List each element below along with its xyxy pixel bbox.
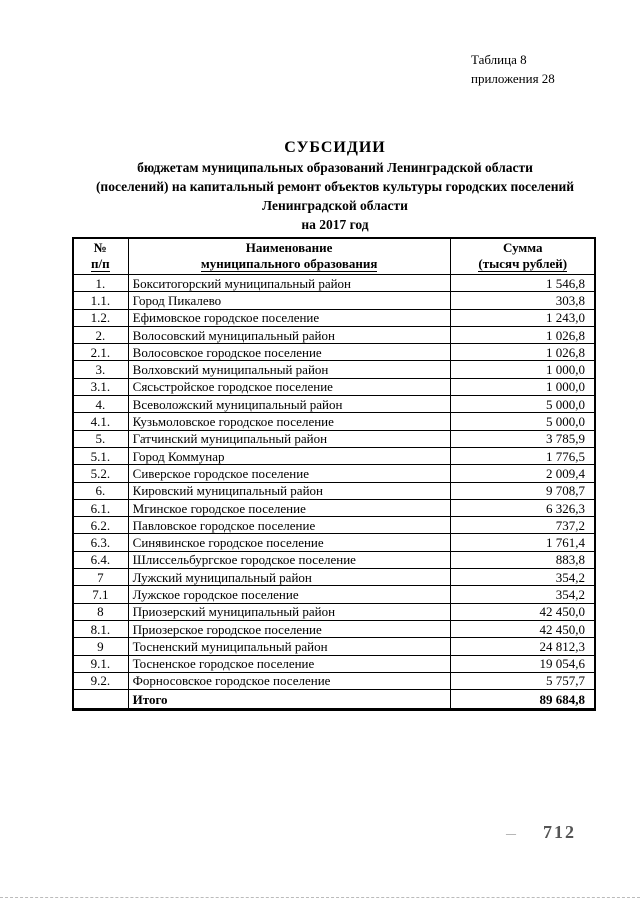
row-sum: 1 026,8 [450,326,595,343]
table-row [73,499,596,516]
row-number: 6. [73,482,129,499]
row-name: Шлиссельбургское городское поселение [128,551,450,568]
row-sum: 737,2 [450,517,595,534]
row-name: Сясьстройское городское поселение [128,378,450,395]
row-name: Бокситогорский муниципальный район [128,275,450,292]
row-name: Тосненский муниципальный район [128,638,450,655]
row-sum: 1 776,5 [450,447,595,464]
row-number: 3.1. [73,378,129,395]
row-number: 5.2. [73,465,129,482]
heading-line-1: бюджетам муниципальных образований Ленинградской области [137,160,533,175]
row-sum: 2 009,4 [450,465,595,482]
row-name: Сиверское городское поселение [128,465,450,482]
table-row [73,309,596,326]
row-sum: 354,2 [450,569,595,586]
total-row [73,690,596,709]
row-sum: 5 757,7 [450,672,595,689]
row-sum: 1 000,0 [450,378,595,395]
row-sum: 354,2 [450,586,595,603]
header-number-line-2: п/п [91,256,110,271]
row-number: 3. [73,361,129,378]
row-sum: 42 450,0 [450,603,595,620]
document-heading [40,138,630,234]
row-name: Волосовский муниципальный район [128,326,450,343]
row-sum: 1 546,8 [450,275,595,292]
header-number [73,238,129,275]
header-sum [450,238,595,275]
table-row [73,361,596,378]
row-sum: 3 785,9 [450,430,595,447]
table-row [73,326,596,343]
table-row [73,447,596,464]
reference-table-number: Таблица 8 [471,52,527,67]
row-number: 2. [73,326,129,343]
header-name-line-1: Наименование [245,240,333,255]
table-row [73,586,596,603]
heading-line-2: (поселений) на капитальный ремонт объектов культуры городских поселений [95,179,575,194]
table-row [73,569,596,586]
row-name: Волосовское городское поселение [128,344,450,361]
row-number: 7 [73,569,129,586]
row-number: 9.1. [73,655,129,672]
row-name: Кузьмоловское городское поселение [128,413,450,430]
row-name: Приозерский муниципальный район [128,603,450,620]
header-sum-line-2: (тысяч рублей) [478,256,568,271]
row-sum: 24 812,3 [450,638,595,655]
header-number-line-1: № [93,240,107,255]
row-name: Форносовское городское поселение [128,672,450,689]
total-number-cell [73,690,129,709]
row-number: 2.1. [73,344,129,361]
row-sum: 1 000,0 [450,361,595,378]
row-name: Всеволожский муниципальный район [128,396,450,413]
row-number: 6.3. [73,534,129,551]
heading-title: СУБСИДИИ [284,139,386,156]
row-number: 4.1. [73,413,129,430]
row-sum: 303,8 [450,292,595,309]
row-number: 1.1. [73,292,129,309]
row-name: Приозерское городское поселение [128,620,450,637]
table-row [73,655,596,672]
footer-rule [0,897,640,898]
row-number: 5.1. [73,447,129,464]
table-row [73,378,596,395]
row-number: 8.1. [73,620,129,637]
row-name: Кировский муниципальный район [128,482,450,499]
row-sum: 883,8 [450,551,595,568]
row-number: 1. [73,275,129,292]
table-row [73,620,596,637]
table-row [73,292,596,309]
row-name: Волховский муниципальный район [128,361,450,378]
table-row [73,672,596,689]
row-name: Лужский муниципальный район [128,569,450,586]
row-sum: 19 054,6 [450,655,595,672]
row-number: 4. [73,396,129,413]
row-sum: 9 708,7 [450,482,595,499]
table-row [73,396,596,413]
subsidies-table [72,237,596,709]
row-number: 9.2. [73,672,129,689]
row-number: 6.2. [73,517,129,534]
row-name: Город Коммунар [128,447,450,464]
row-name: Лужское городское поселение [128,586,450,603]
row-name: Мгинское городское поселение [128,499,450,516]
row-sum: 42 450,0 [450,620,595,637]
page-number: 712 [543,822,576,842]
row-sum: 5 000,0 [450,396,595,413]
table-row [73,413,596,430]
row-sum: 1 026,8 [450,344,595,361]
table-row [73,465,596,482]
table-row [73,603,596,620]
row-number: 1.2. [73,309,129,326]
header-sum-line-1: Сумма [503,240,543,255]
table-row [73,534,596,551]
row-name: Тосненское городское поселение [128,655,450,672]
row-sum: 1 243,0 [450,309,595,326]
table-body [73,275,596,690]
table-row [73,430,596,447]
row-name: Павловское городское поселение [128,517,450,534]
row-number: 9 [73,638,129,655]
document-reference [471,50,555,88]
row-sum: 5 000,0 [450,413,595,430]
row-number: 8 [73,603,129,620]
row-name: Гатчинский муниципальный район [128,430,450,447]
table-row [73,482,596,499]
heading-line-3: Ленинградской области [262,198,408,213]
table-row [73,517,596,534]
total-sum: 89 684,8 [450,690,595,709]
heading-line-4: на 2017 год [301,217,369,232]
header-name-line-2: муниципального образования [200,256,378,271]
row-number: 7.1 [73,586,129,603]
table-row [73,551,596,568]
header-name [128,238,450,275]
row-name: Город Пикалево [128,292,450,309]
footer-dash: — [506,829,516,840]
table-row [73,275,596,292]
table-row [73,638,596,655]
row-number: 6.1. [73,499,129,516]
row-name: Ефимовское городское поселение [128,309,450,326]
table-row [73,344,596,361]
total-label: Итого [128,690,450,709]
row-sum: 6 326,3 [450,499,595,516]
row-sum: 1 761,4 [450,534,595,551]
row-number: 6.4. [73,551,129,568]
table-header-row [73,238,596,275]
row-name: Синявинское городское поселение [128,534,450,551]
reference-appendix: приложения 28 [471,71,555,86]
row-number: 5. [73,430,129,447]
